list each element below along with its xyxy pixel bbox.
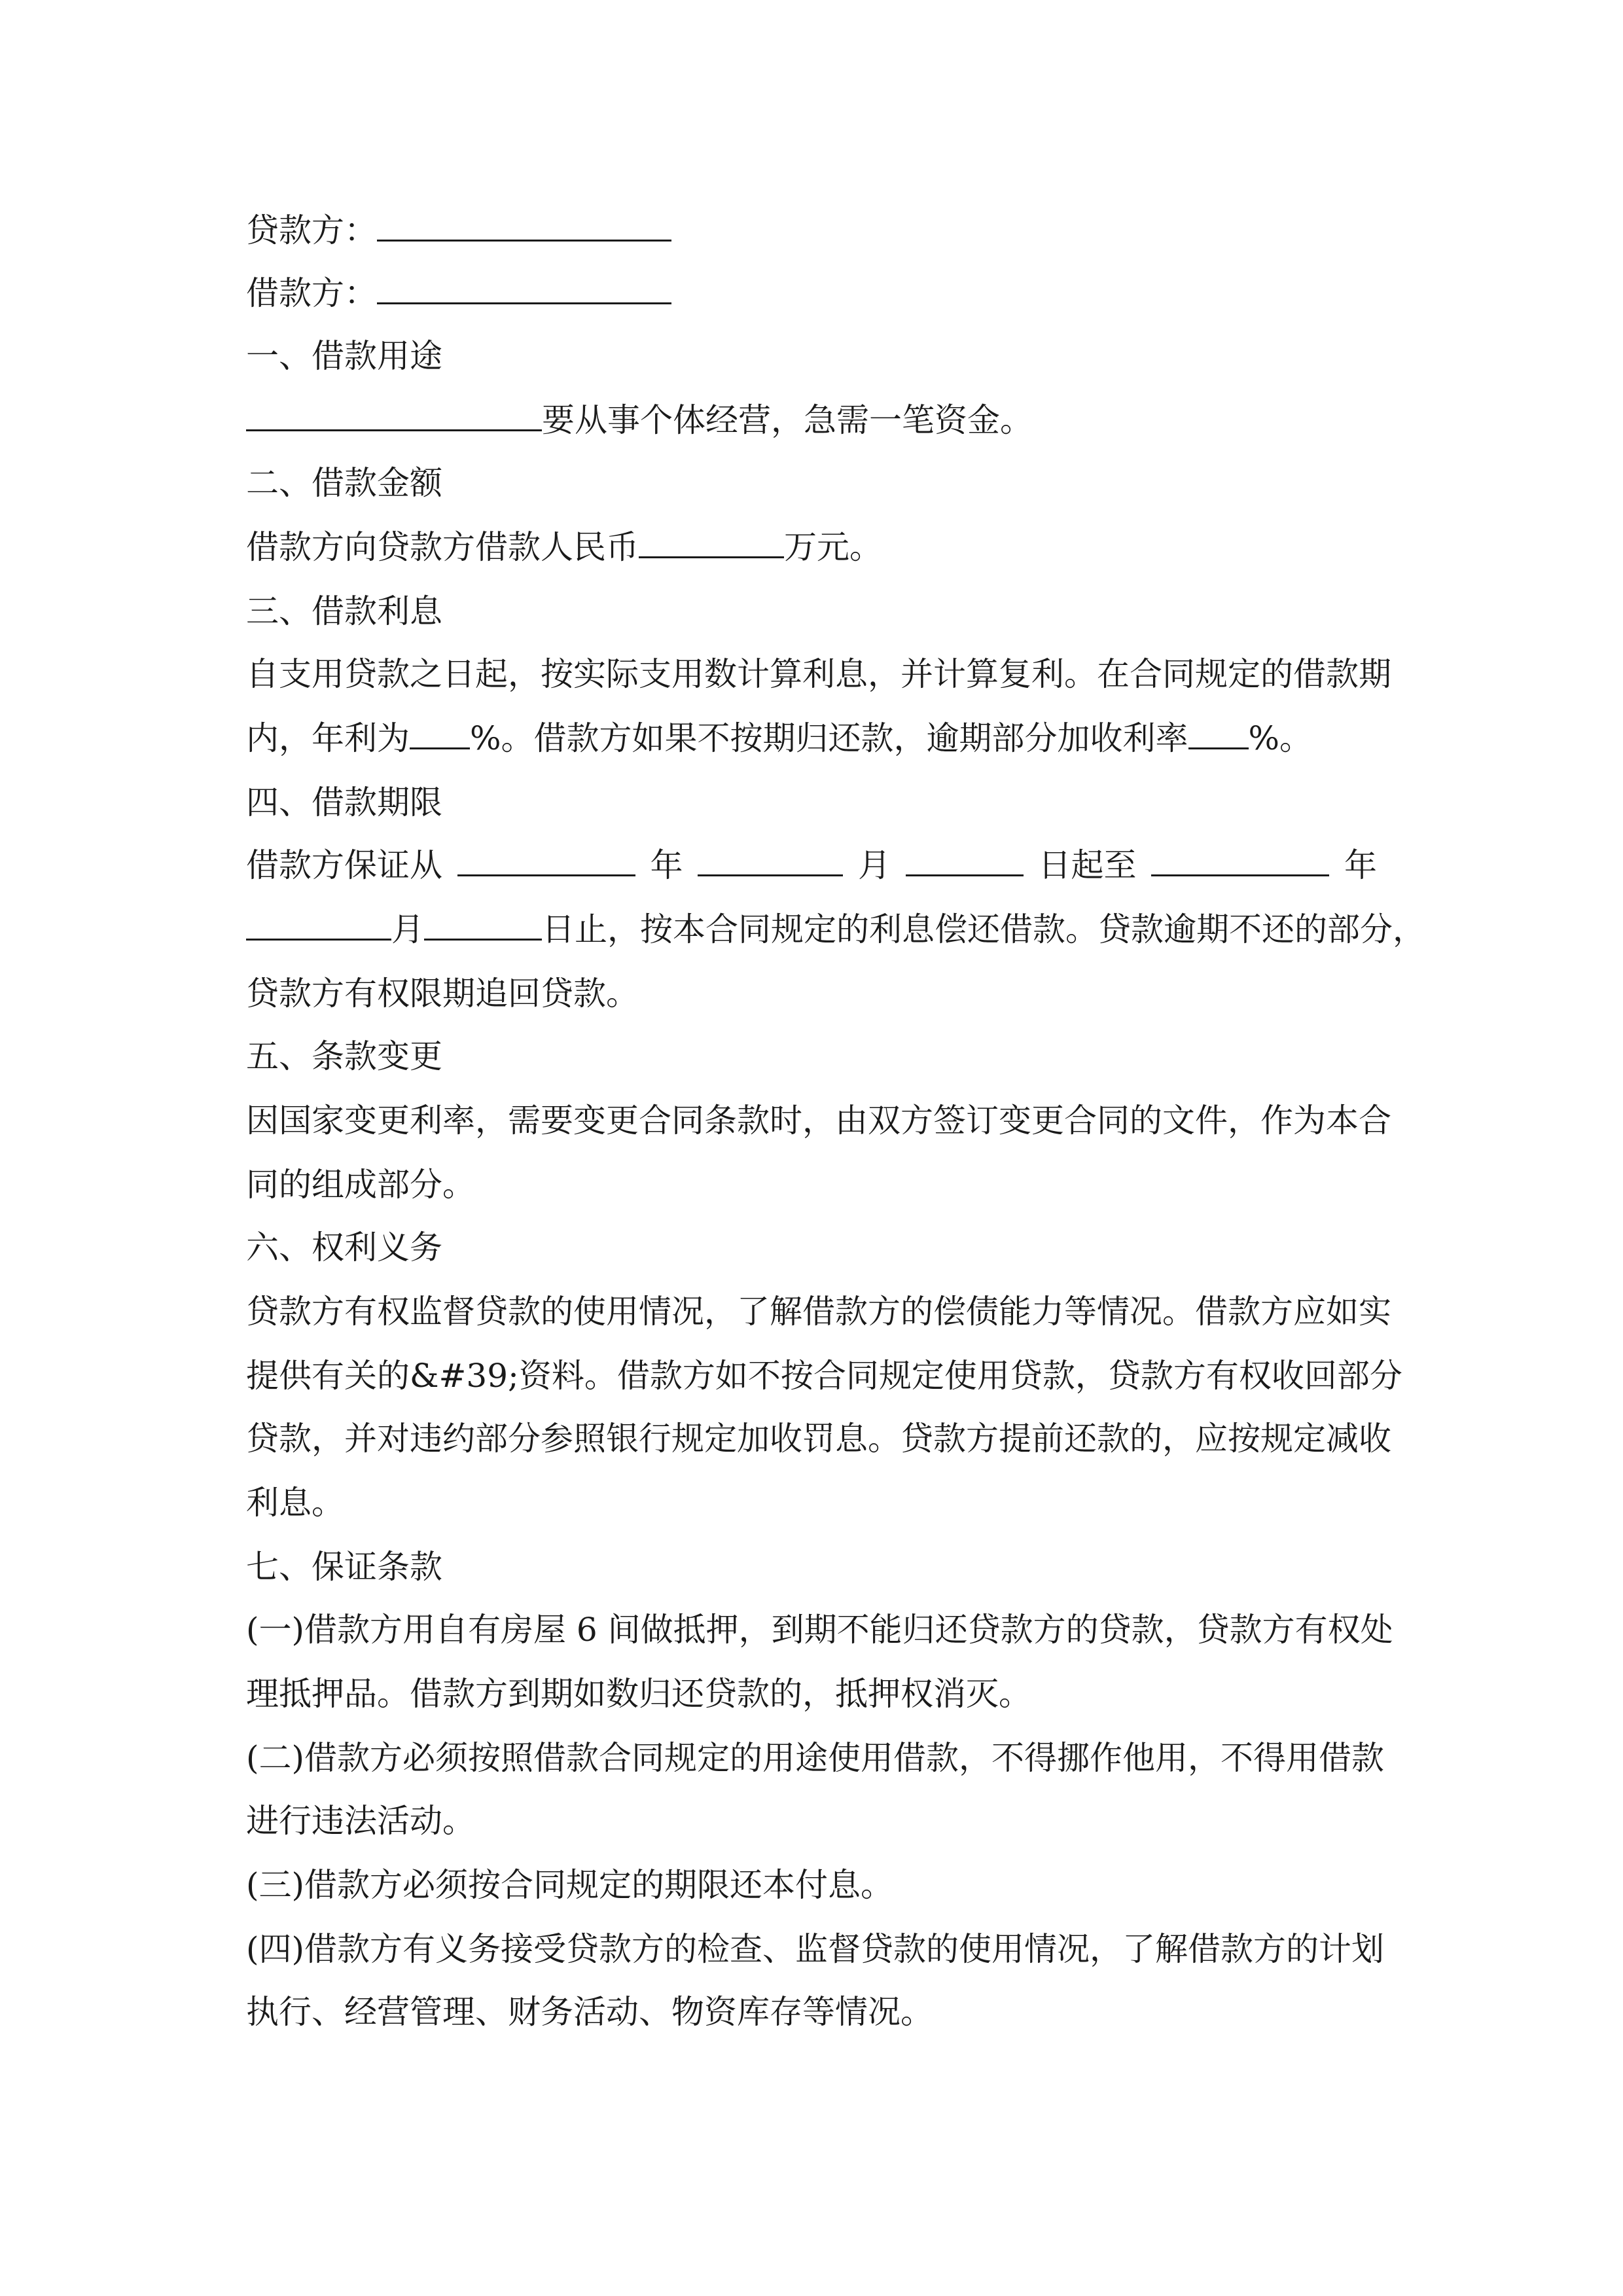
section-2-text [246, 528, 1377, 567]
clause-4-line-2: 执行、经营管理、财务活动、物资库存等情况。 [246, 1993, 933, 2031]
section-3-line-1: 自支用贷款之日起，按实际支用数计算利息，并计算复利。在合同规定的借款期 [246, 655, 1391, 693]
penalty-rate-blank [1188, 719, 1249, 749]
section-1-heading: 一、借款用途 [246, 337, 442, 375]
section-2-heading: 二、借款金额 [246, 464, 442, 502]
start-day-blank [906, 846, 1024, 876]
clause-2-line-2: 进行违法活动。 [246, 1802, 475, 1840]
borrower-blank [377, 274, 671, 304]
interest-text-a: 内，年利为 [246, 719, 410, 757]
section-5-line-1: 因国家变更利率，需要变更合同条款时，由双方签订变更合同的文件，作为本合 [246, 1102, 1391, 1139]
term-year-text: 年 [650, 846, 683, 884]
section-3-heading: 三、借款利息 [246, 592, 442, 630]
section-5-line-2: 同的组成部分。 [246, 1166, 475, 1204]
borrower-line [246, 274, 1377, 313]
section-3-line-2 [246, 719, 1377, 758]
lender-label: 贷款方： [246, 211, 377, 249]
clause-3-line-1: (三)借款方必须按合同规定的期限还本付息。 [246, 1866, 894, 1904]
purpose-text: 要从事个体经营，急需一笔资金。 [542, 401, 1033, 439]
end-month-blank [246, 910, 391, 941]
amount-blank [639, 528, 784, 558]
term-end-year-text: 年 [1344, 846, 1377, 884]
section-4-line-1 [246, 846, 1377, 885]
term-from-text: 借款方保证从 [246, 846, 442, 884]
purpose-blank [246, 401, 542, 431]
clause-1-line-2: 理抵押品。借款方到期如数归还贷款的，抵押权消灭。 [246, 1675, 1031, 1713]
start-month-blank [698, 846, 843, 876]
section-6-line-1: 贷款方有权监督贷款的使用情况，了解借款方的偿债能力等情况。借款方应如实 [246, 1293, 1391, 1331]
term-month-text: 月 [858, 846, 891, 884]
section-6-heading: 六、权利义务 [246, 1229, 442, 1266]
section-4-line-3: 贷款方有权限期追回贷款。 [246, 975, 639, 1013]
start-year-blank [457, 846, 635, 876]
term-end-text: 日止，按本合同规定的利息偿还借款。贷款逾期不还的部分， [542, 910, 1425, 948]
clause-4-line-1: (四)借款方有义务接受贷款方的检查、监督贷款的使用情况，了解借款方的计划 [246, 1930, 1385, 1968]
end-day-blank [424, 910, 542, 941]
section-7-heading: 七、保证条款 [246, 1548, 442, 1586]
interest-text-c: %。 [1248, 719, 1313, 757]
section-6-line-4: 利息。 [246, 1484, 344, 1522]
amount-text-b: 万元。 [784, 528, 882, 566]
section-4-line-2 [246, 910, 1425, 949]
clause-1-line-1: (一)借款方用自有房屋 6 间做抵押，到期不能归还贷款方的贷款，贷款方有权处 [246, 1611, 1393, 1649]
end-year-blank [1151, 846, 1329, 876]
section-1-text [246, 401, 1377, 440]
section-6-line-3: 贷款，并对违约部分参照银行规定加收罚息。贷款方提前还款的，应按规定减收 [246, 1420, 1391, 1458]
interest-text-b: %。借款方如果不按期归还款，逾期部分加收利率 [470, 719, 1188, 757]
interest-rate-blank [410, 719, 470, 749]
clause-2-line-1: (二)借款方必须按照借款合同规定的用途使用借款，不得挪作他用，不得用借款 [246, 1739, 1385, 1777]
borrower-label: 借款方： [246, 274, 377, 312]
section-5-heading: 五、条款变更 [246, 1037, 442, 1075]
term-end-month-text: 月 [391, 910, 424, 948]
amount-text-a: 借款方向贷款方借款人民币 [246, 528, 639, 566]
section-6-line-2: 提供有关的&#39;资料。借款方如不按合同规定使用贷款，贷款方有权收回部分 [246, 1357, 1402, 1395]
lender-blank [377, 211, 671, 242]
section-4-heading: 四、借款期限 [246, 783, 442, 821]
term-to-text: 日起至 [1038, 846, 1137, 884]
lender-line [246, 211, 1377, 250]
